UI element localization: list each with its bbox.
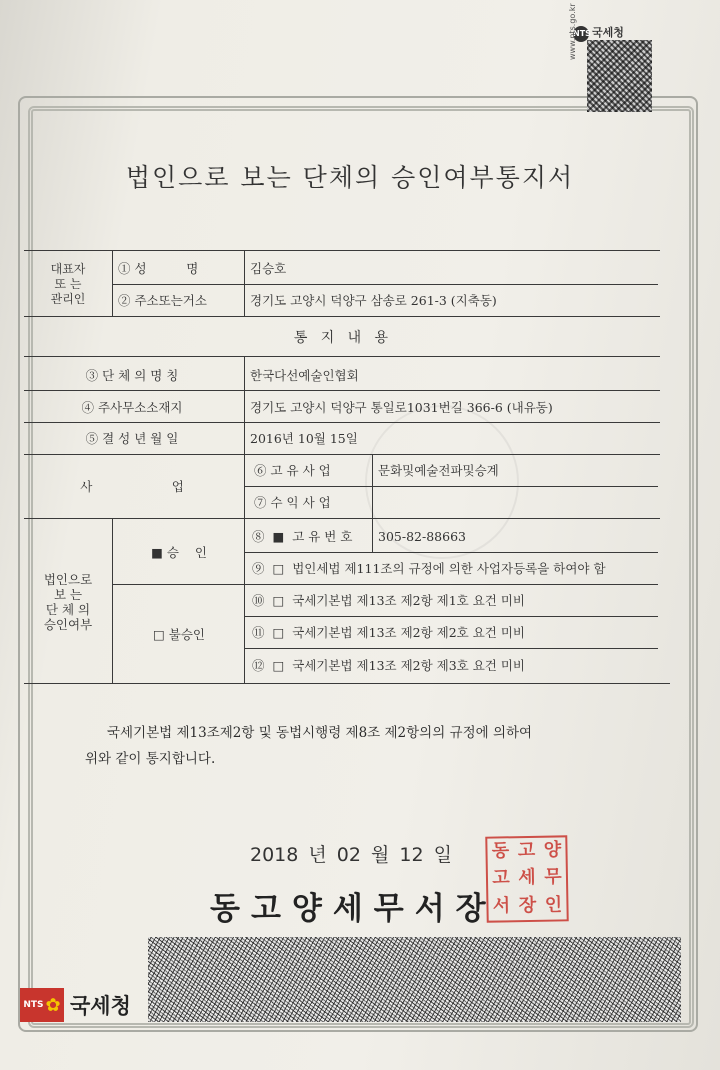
- document-title: 법인으로 보는 단체의 승인여부통지서: [125, 163, 575, 192]
- business-label: 사 업: [80, 479, 184, 494]
- seal-character: 서: [492, 894, 511, 917]
- notice-line-1: 국세기본법 제13조제2항 및 동법시행령 제8조 제2항의의 규정에 의하여: [107, 725, 533, 741]
- notice-line-2: 위와 같이 통지합니다.: [85, 751, 216, 767]
- notice-heading: 통 지 내 용: [293, 330, 389, 346]
- table-vline: [372, 518, 373, 552]
- approval-item-12: ⑫ □ 국세기본법 제13조 제2항 제3호 요건 미비: [252, 658, 526, 673]
- approved-label: ■ 승 인: [151, 545, 207, 560]
- id-number-value: 305-82-88663: [378, 528, 466, 544]
- issue-date: 2018 년 02 월 12 일: [250, 844, 452, 866]
- unique-business-value: 문화및예술전파및승계: [378, 463, 499, 478]
- seal-character: 고: [517, 839, 536, 862]
- nts-footer-logo: [20, 988, 131, 1022]
- seal-character: 세: [518, 867, 536, 889]
- barcode-pattern: [148, 937, 681, 1022]
- seal-character: 무: [544, 866, 562, 889]
- table-vline: [112, 518, 113, 683]
- unique-business-label: ⑥ 고 유 사 업: [254, 463, 331, 478]
- table-hline: [24, 250, 660, 251]
- org-name-value: 한국다선예술인협회: [250, 368, 359, 383]
- seal-character: 동: [491, 840, 510, 862]
- approval-item-9: ⑨ □ 법인세법 제111조의 규정에 의한 사업자등록을 하여야 함: [252, 561, 606, 576]
- table-vline: [244, 356, 245, 520]
- name-value: 김승호: [250, 261, 287, 276]
- approval-group-label: 법인으로 보 는 단 체 의 승인여부: [43, 572, 93, 632]
- qr-code: [587, 40, 652, 112]
- table-hline: [24, 518, 660, 519]
- seal-character: 양: [543, 839, 562, 861]
- office-label: ④ 주사무소소재지: [81, 400, 183, 415]
- founded-label: ⑤ 결 성 년 월 일: [85, 431, 179, 446]
- table-vline: [244, 250, 245, 316]
- name-label: ① 성 명: [118, 261, 199, 276]
- approval-item-10: ⑩ □ 국세기본법 제13조 제2항 제1호 요건 미비: [252, 593, 526, 608]
- notice-text: [85, 720, 645, 772]
- representative-group-label: 대표자 또 는 관리인: [50, 261, 86, 306]
- table-vline: [244, 518, 245, 683]
- address-label: ② 주소또는거소: [118, 293, 207, 308]
- founded-value: 2016년 10월 15일: [250, 431, 358, 446]
- table-hline: [24, 316, 660, 317]
- approval-item-11: ⑪ □ 국세기본법 제13조 제2항 제2호 요건 미비: [252, 625, 526, 640]
- id-number-label: ⑧ ■ 고 유 번 호: [252, 529, 353, 544]
- seal-character: 장: [518, 894, 537, 916]
- table-vline: [112, 250, 113, 316]
- official-seal-stamp: [485, 835, 568, 922]
- nts-header-logo: NTS국세청: [573, 24, 624, 42]
- address-value: 경기도 고양시 덕양구 삼송로 261-3 (지축동): [250, 293, 497, 308]
- nts-url: www.nts.go.kr: [568, 3, 577, 60]
- issuing-office: 동고양세무서장: [210, 891, 497, 927]
- office-value: 경기도 고양시 덕양구 통일로1031번길 366-6 (내유동): [250, 400, 553, 415]
- seal-character: 인: [544, 894, 563, 916]
- org-name-label: ③ 단 체 의 명 칭: [85, 368, 179, 383]
- profit-business-value: [378, 486, 658, 518]
- table-vline: [372, 454, 373, 518]
- profit-business-label: ⑦ 수 익 사 업: [254, 495, 331, 510]
- rejected-label: □ 불승인: [152, 627, 205, 642]
- nts-emblem-icon: NTS ✿: [20, 988, 64, 1022]
- nts-footer-text: 국세청: [70, 994, 131, 1018]
- table-hline: [24, 356, 660, 357]
- seal-character: 고: [492, 867, 510, 889]
